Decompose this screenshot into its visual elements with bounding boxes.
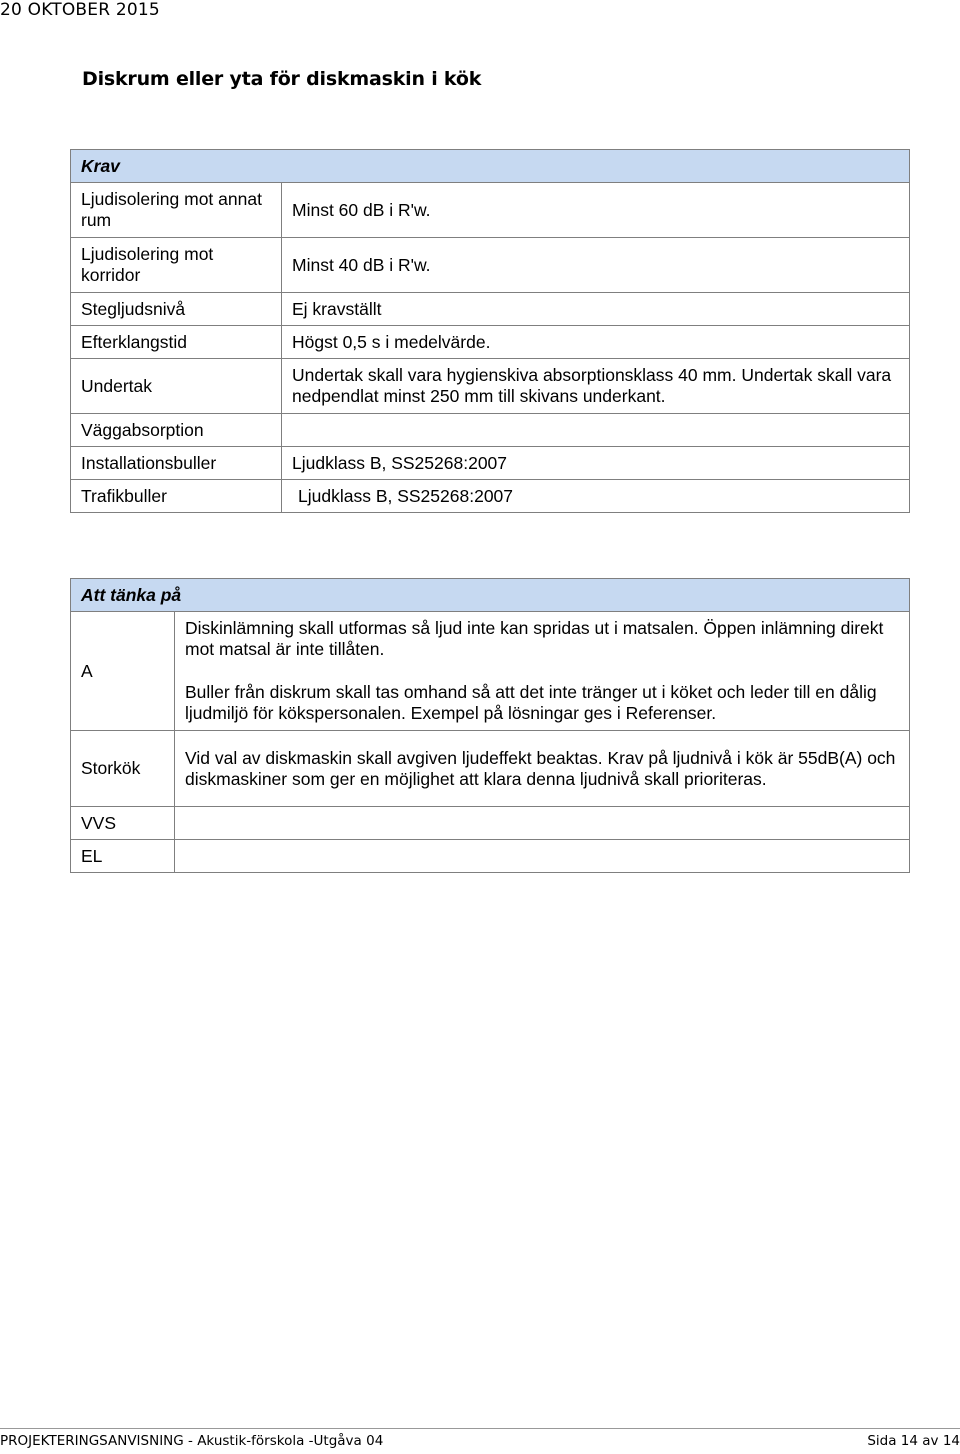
table-row (71, 840, 910, 873)
krav-value: Ej kravställt (282, 293, 910, 326)
krav-value: Undertak skall vara hygienskiva absorptionsklass 40 mm. Undertak skall vara nedpendlat minst 250 mm till skivans underkant. (282, 359, 910, 414)
footer-divider (0, 1428, 960, 1429)
table-row (71, 731, 910, 807)
table-row (71, 480, 910, 513)
krav-heading: Krav (71, 150, 910, 183)
krav-table (70, 149, 910, 513)
krav-label: Installationsbuller (71, 447, 282, 480)
krav-value: Högst 0,5 s i medelvärde. (282, 326, 910, 359)
table-row (71, 183, 910, 238)
header-date: 20 OKTOBER 2015 (0, 0, 160, 20)
table-row (71, 612, 910, 731)
krav-label: Efterklangstid (71, 326, 282, 359)
tanka-label: A (71, 612, 175, 731)
tanka-text (175, 840, 910, 873)
krav-label: Väggabsorption (71, 414, 282, 447)
krav-label: Trafikbuller (71, 480, 282, 513)
table-row (71, 293, 910, 326)
krav-label: Ljudisolering mot korridor (71, 238, 282, 293)
krav-value: Minst 60 dB i R'w. (282, 183, 910, 238)
table-row (71, 238, 910, 293)
krav-value: Minst 40 dB i R'w. (282, 238, 910, 293)
krav-label: Stegljudsnivå (71, 293, 282, 326)
krav-label: Undertak (71, 359, 282, 414)
tanka-text (175, 612, 910, 731)
krav-value: Ljudklass B, SS25268:2007 (282, 480, 910, 513)
table-row (71, 807, 910, 840)
tanka-paragraph: Vid val av diskmaskin skall avgiven ljudeffekt beaktas. Krav på ljudnivå i kök är 55dB(A) och diskmaskiner som ger en möjlighet att klara denna ljudnivå skall prioriteras. (185, 747, 896, 789)
krav-label: Ljudisolering mot annat rum (71, 183, 282, 238)
table-row (71, 447, 910, 480)
table-row (71, 414, 910, 447)
footer-page-number: Sida 14 av 14 (867, 1433, 960, 1449)
table-row (71, 326, 910, 359)
section-title: Diskrum eller yta för diskmaskin i kök (82, 68, 482, 90)
table-row (71, 359, 910, 414)
tanka-text (175, 807, 910, 840)
krav-value (282, 414, 910, 447)
tanka-paragraph: Buller från diskrum skall tas omhand så att det inte tränger ut i köket och leder till en dålig ljudmiljö för kökspersonalen. Exempel på lösningar ges i Referenser. (185, 682, 877, 723)
tanka-paragraph: Diskinlämning skall utformas så ljud inte kan spridas ut i matsalen. Öppen inlämning direkt mot matsal är inte tillåten. (185, 618, 884, 659)
att-tanka-pa-table (70, 578, 910, 873)
tanka-label: EL (71, 840, 175, 873)
tanka-label: VVS (71, 807, 175, 840)
tanka-text (175, 731, 910, 807)
krav-value: Ljudklass B, SS25268:2007 (282, 447, 910, 480)
tanka-heading: Att tänka på (71, 579, 910, 612)
tanka-label: Storkök (71, 731, 175, 807)
footer-document-title: PROJEKTERINGSANVISNING - Akustik-förskola -Utgåva 04 (0, 1433, 384, 1449)
